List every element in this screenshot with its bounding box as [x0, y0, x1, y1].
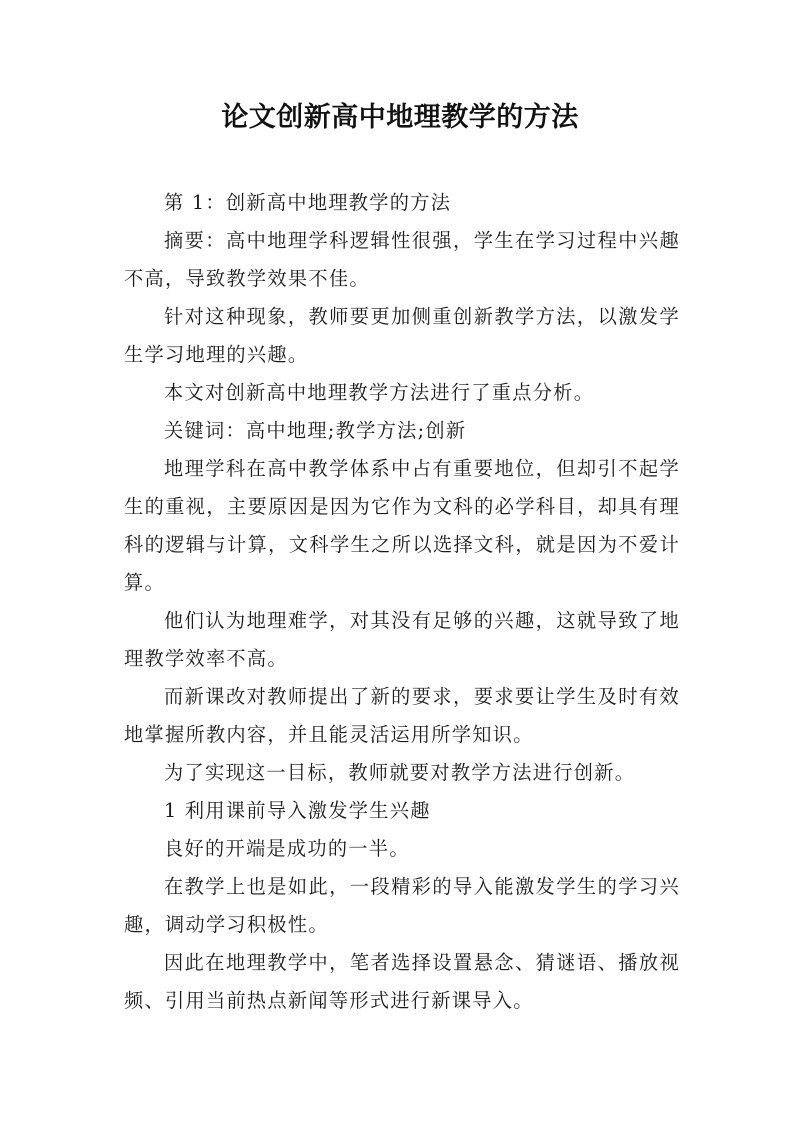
body-paragraph: 因此在地理教学中，笔者选择设置悬念、猜谜语、播放视频、引用当前热点新闻等形式进行新课导入。	[124, 951, 680, 1012]
section-heading: 第 1：创新高中地理教学的方法	[164, 191, 452, 214]
body-paragraph: 为了实现这一目标，教师就要对教学方法进行创新。	[164, 761, 636, 784]
body-paragraph: 在教学上也是如此，一段精彩的导入能激发学生的学习兴趣，调动学习积极性。	[124, 875, 680, 936]
body-paragraph: 针对这种现象，教师要更加侧重创新教学方法，以激发学生学习地理的兴趣。	[124, 305, 680, 366]
body-paragraph: 良好的开端是成功的一半。	[164, 837, 410, 860]
abstract-paragraph: 摘要：高中地理学科逻辑性很强，学生在学习过程中兴趣不高，导致教学效果不佳。	[124, 229, 680, 290]
document-body	[124, 184, 680, 1020]
document-title: 论文创新高中地理教学的方法	[221, 102, 579, 133]
body-paragraph: 本文对创新高中地理教学方法进行了重点分析。	[164, 381, 595, 404]
body-paragraph: 他们认为地理难学，对其没有足够的兴趣，这就导致了地理教学效率不高。	[124, 609, 680, 670]
body-paragraph: 地理学科在高中教学体系中占有重要地位，但却引不起学生的重视，主要原因是因为它作为文科的必学科目，却具有理科的逻辑与计算，文科学生之所以选择文科，就是因为不爱计算。	[124, 457, 680, 594]
body-paragraph: 而新课改对教师提出了新的要求，要求要让学生及时有效地掌握所教内容，并且能灵活运用所学知识。	[124, 685, 680, 746]
subsection-heading: 1 利用课前导入激发学生兴趣	[164, 799, 431, 822]
keywords-paragraph: 关键词：高中地理;教学方法;创新	[164, 419, 467, 442]
